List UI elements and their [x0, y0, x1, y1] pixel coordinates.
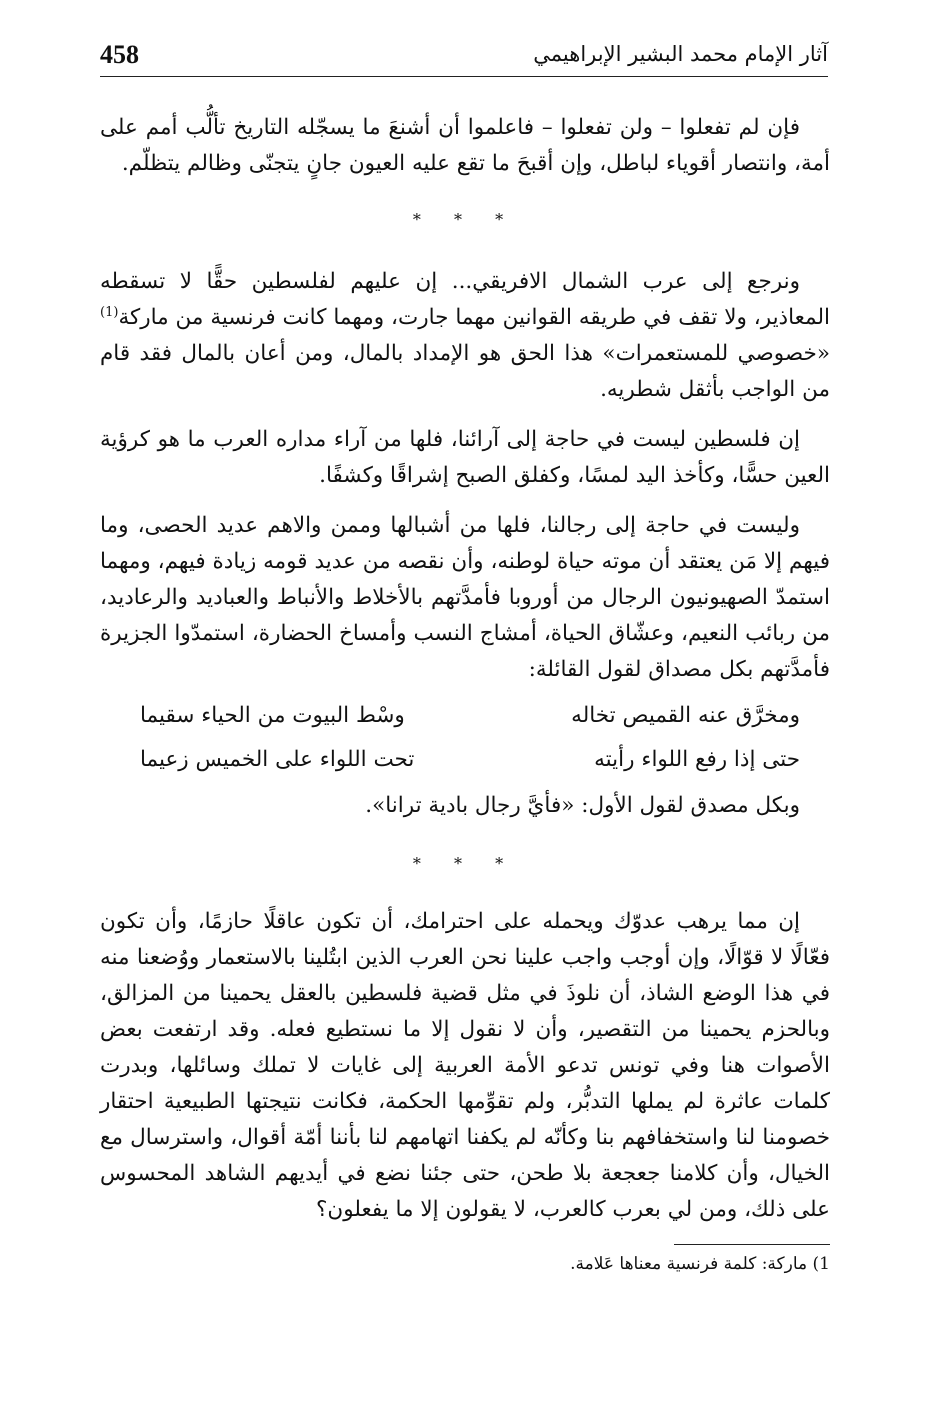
page-header — [100, 36, 828, 77]
page-body — [100, 110, 830, 1228]
footnote: 1) ماركة: كلمة فرنسية معناها عَلامة. — [570, 1254, 830, 1274]
paragraph-2-text-a: ونرجع إلى عرب الشمال الافريقي... إن عليهم لفلسطين حقًّا لا تسقطه المعاذير، ولا تقف في طريقه القوانين مهما جارت، ومهما كانت فرنسية من ماركة — [100, 269, 830, 330]
paragraph-3: إن فلسطين ليست في حاجة إلى آرائنا، فلها من آراء مداره العرب ما هو كرؤية العين حسًّا، وكأخذ اليد لمسًا، وكفلق الصبح إشراقًا وكشفًا. — [100, 427, 830, 488]
verse-1-first-hemistich: ومخرَّق عنه القميص تخاله — [571, 703, 800, 728]
verse-2-first-hemistich: حتى إذا رفع اللواء رأيته — [594, 747, 800, 772]
verse-2-second-hemistich: تحت اللواء على الخميس زعيما — [140, 747, 415, 772]
paragraph-5: وبكل مصدق لقول الأول: «فأيَّ رجال بادية ترانا». — [365, 793, 800, 818]
verse-1-second-hemistich: وسْط البيوت من الحياء سقيما — [140, 703, 405, 728]
paragraph-4: وليست في حاجة إلى رجالنا، فلها من أشبالها وممن والاهم عديد الحصى، وما فيهم إلا مَن يعتقد أن موته حياة لوطنه، وأن نقصه من عديد قومه زيادة فيهم، ومهما استمدّ الصهيونيون الرجال من أوروبا فأمدَّتهم بالأخلاط والأنباط والعباديد والرعاديد، من ربائب النعيم، وعشّاق الحياة، أمشاج النسب وأمساخ الحضارة، استمدّوا الجزيرة فأمدَّتهم بكل مصداق لقول القائلة: — [100, 513, 830, 682]
paragraph-2 — [100, 264, 830, 408]
running-head: آثار الإمام محمد البشير الإبراهيمي — [533, 42, 828, 66]
paragraph-1: فإن لم تفعلوا – ولن تفعلوا – فاعلموا أن أشنعَ ما يسجّله التاريخ تألُّب أمم على أمة، وانتصار أقوياء لباطل، وإن أقبحَ ما تقع عليه العيون جانٍ يتجنّى وظالم يتظلّم. — [100, 115, 830, 176]
paragraph-2-text-b: «خصوصي للمستعمرات» هذا الحق هو الإمداد بالمال، ومن أعان بالمال فقد قام من الواجب بأثقل شطريه. — [100, 341, 830, 402]
footnote-divider — [674, 1244, 830, 1245]
page-number: 458 — [100, 40, 139, 69]
verse-line-1 — [100, 694, 830, 738]
section-separator-2: * * * — [412, 854, 518, 873]
verse-line-2 — [100, 738, 830, 782]
paragraph-6: إن مما يرهب عدوّك ويحمله على احترامك، أن تكون عاقلًا حازمًا، وأن تكون فعّالًا لا قوّالًا، وإن أوجب واجب علينا نحن العرب الذين ابتُلينا بالاستعمار ووُضعنا منه في هذا الوضع الشاذ، أن نلوذَ في مثل قضية فلسطين بالعقل يحمينا من المزالق، وبالحزم يحمينا من التقصير، وأن لا نقول إلا ما نستطيع فعله. وقد ارتفعت بعض الأصوات هنا وفي تونس تدعو الأمة العربية إلى غايات لا تملك وسائلها، وبدرت كلمات عاثرة لم يملها التدبُّر، ولم تقوِّمها الحكمة، فكانت نتيجتها الطبيعية احتقار خصومنا لنا واستخفافهم بنا وكأنّه لم يكفنا اتهامهم لنا بأننا أمّة أقوال، واسترسال مع الخيال، وأن كلامنا جعجعة بلا طحن، حتى جئنا نضع في أيديهم الشاهد المحسوس على ذلك، ومن لي بعرب كالعرب، لا يقولون إلا ما يفعلون؟ — [100, 909, 830, 1222]
poem — [100, 694, 830, 782]
footnote-marker: (1) — [100, 304, 119, 320]
section-separator-1: * * * — [412, 210, 518, 229]
